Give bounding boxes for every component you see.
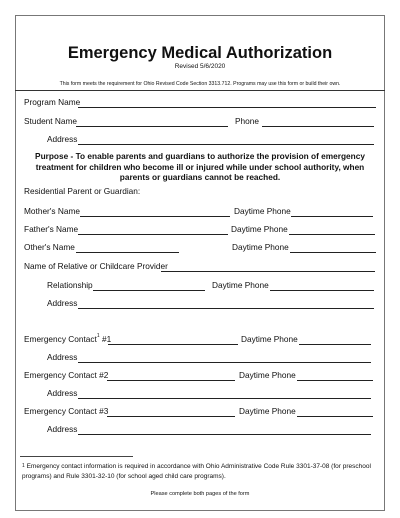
footnote-number: 1 bbox=[22, 463, 25, 469]
student-row bbox=[0, 116, 400, 128]
emergency-contact-1-label bbox=[24, 334, 111, 344]
relationship-label: Relationship bbox=[47, 280, 93, 290]
emergency-contact-2-address-label: Address bbox=[47, 388, 78, 398]
emergency-contact-1-phone-label: Daytime Phone bbox=[241, 334, 298, 344]
emergency-contact-1-address-row bbox=[0, 352, 400, 364]
emergency-contact-3-label: Emergency Contact #3 bbox=[24, 406, 109, 416]
student-name-label: Student Name bbox=[24, 116, 78, 126]
mother-row bbox=[0, 206, 400, 218]
relative-address-field[interactable] bbox=[78, 308, 374, 309]
emergency-contact-1-address-field[interactable] bbox=[78, 362, 371, 363]
footnote-marker: 1 bbox=[96, 333, 100, 339]
relative-row bbox=[0, 261, 400, 273]
mother-phone-label: Daytime Phone bbox=[234, 206, 291, 216]
emergency-contact-3-field[interactable] bbox=[107, 416, 235, 417]
student-name-field[interactable] bbox=[76, 126, 228, 127]
student-phone-field[interactable] bbox=[262, 126, 374, 127]
father-row bbox=[0, 224, 400, 236]
emergency-contact-3-address-row bbox=[0, 424, 400, 436]
other-phone-field[interactable] bbox=[290, 252, 376, 253]
program-name-field[interactable] bbox=[78, 107, 376, 108]
bottom-note: Please complete both pages of the form bbox=[150, 491, 250, 497]
emergency-contact-2-phone-field[interactable] bbox=[297, 380, 373, 381]
emergency-contact-2-label: Emergency Contact #2 bbox=[24, 370, 109, 380]
guardian-heading: Residential Parent or Guardian: bbox=[24, 186, 141, 196]
other-name-label: Other's Name bbox=[24, 242, 75, 252]
emergency-contact-2-phone-label: Daytime Phone bbox=[239, 370, 296, 380]
mother-name-label: Mother's Name bbox=[24, 206, 80, 216]
other-row bbox=[0, 242, 400, 254]
emergency-contact-2-row bbox=[0, 370, 400, 382]
other-phone-label: Daytime Phone bbox=[232, 242, 289, 252]
emergency-contact-3-address-label: Address bbox=[47, 424, 78, 434]
emergency-contact-1-number: #1 bbox=[99, 334, 112, 344]
emergency-contact-2-address-row bbox=[0, 388, 400, 400]
relative-phone-label: Daytime Phone bbox=[212, 280, 269, 290]
revision-date: Revised 5/6/2020 bbox=[174, 63, 226, 70]
relative-name-label: Name of Relative or Childcare Provider bbox=[24, 261, 168, 271]
emergency-contact-1-row bbox=[0, 334, 400, 346]
emergency-contact-3-phone-label: Daytime Phone bbox=[239, 406, 296, 416]
emergency-contact-1-phone-field[interactable] bbox=[299, 344, 371, 345]
emergency-contact-3-address-field[interactable] bbox=[78, 434, 371, 435]
emergency-contact-2-address-field[interactable] bbox=[78, 398, 371, 399]
header-divider bbox=[15, 90, 385, 91]
student-phone-label: Phone bbox=[235, 116, 259, 126]
purpose-statement: Purpose - To enable parents and guardians to authorize the provision of emergency treatment for children who become ill or injured while under school authority, when parents or guardians cannot be reached. bbox=[35, 151, 365, 183]
other-name-field[interactable] bbox=[76, 252, 179, 253]
form-title: Emergency Medical Authorization bbox=[67, 44, 333, 62]
father-name-field[interactable] bbox=[78, 234, 228, 235]
relative-phone-field[interactable] bbox=[270, 290, 374, 291]
relationship-field[interactable] bbox=[93, 290, 205, 291]
student-address-row bbox=[0, 134, 400, 146]
emergency-contact-1-field[interactable] bbox=[108, 344, 238, 345]
father-phone-field[interactable] bbox=[289, 234, 375, 235]
father-phone-label: Daytime Phone bbox=[231, 224, 288, 234]
mother-phone-field[interactable] bbox=[291, 216, 373, 217]
mother-name-field[interactable] bbox=[80, 216, 230, 217]
emergency-contact-1-address-label: Address bbox=[47, 352, 78, 362]
relationship-row bbox=[0, 280, 400, 292]
relative-address-row bbox=[0, 298, 400, 310]
emergency-contact-1-text: Emergency Contact bbox=[24, 334, 97, 344]
footnote-divider bbox=[20, 456, 133, 457]
emergency-contact-2-field[interactable] bbox=[107, 380, 235, 381]
student-address-label: Address bbox=[47, 134, 78, 144]
relative-address-label: Address bbox=[47, 298, 78, 308]
emergency-contact-3-row bbox=[0, 406, 400, 418]
father-name-label: Father's Name bbox=[24, 224, 79, 234]
footnote bbox=[22, 462, 372, 482]
legal-note: This form meets the requirement for Ohio Revised Code Section 3313.712. Programs may use this form or build their own. bbox=[59, 81, 341, 87]
relative-name-field[interactable] bbox=[161, 271, 375, 272]
program-name-row bbox=[0, 97, 400, 109]
program-name-label: Program Name bbox=[24, 97, 81, 107]
emergency-contact-3-phone-field[interactable] bbox=[297, 416, 373, 417]
student-address-field[interactable] bbox=[78, 144, 374, 145]
footnote-text: Emergency contact information is required in accordance with Ohio Administrative Code Rule 3301-37-08 (for preschool programs) and Rule 3301-32-10 (for school aged child care programs). bbox=[22, 463, 371, 480]
